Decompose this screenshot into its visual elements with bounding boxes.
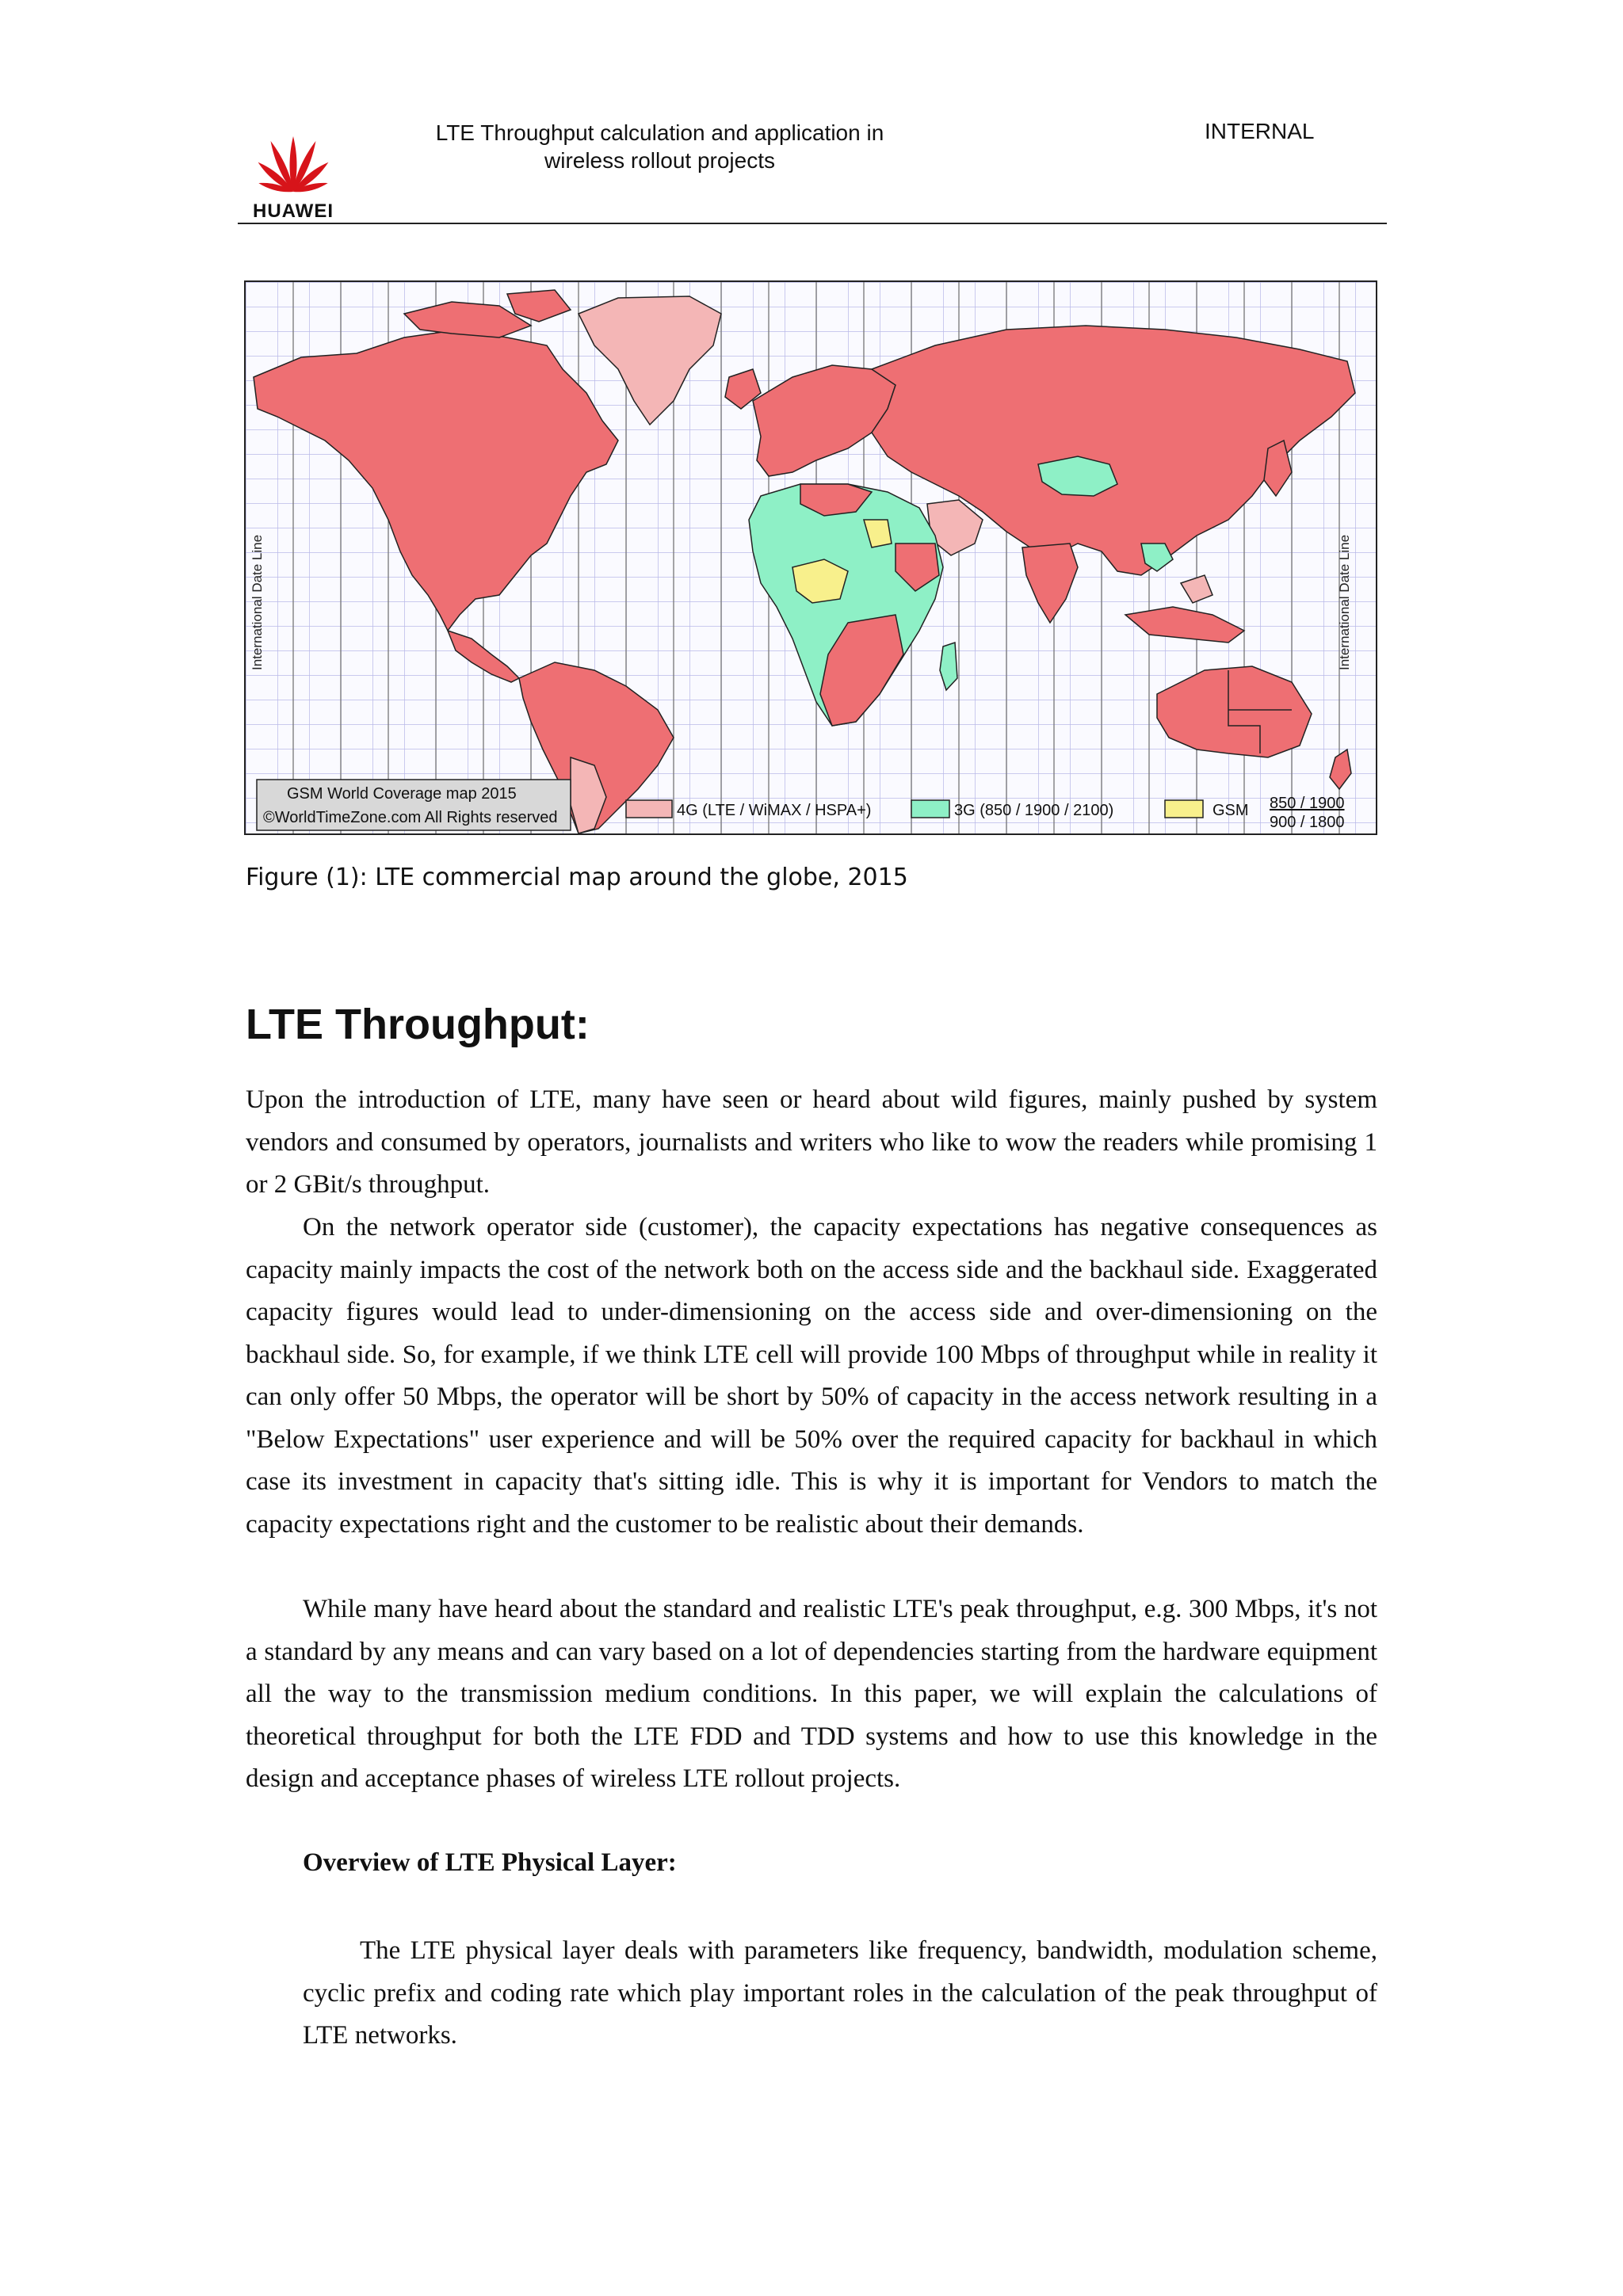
body-paragraph: While many have heard about the standard and realistic LTE's peak throughput, e.g. 300 Mbps, it's not a standard by any means and can vary based on a lot of dependencies starting from the hardware equipment all the way to the transmission medium conditions. In this paper, we will explain the calculations of theoretical throughput for both the LTE FDD and TDD systems and how to use this knowledge in the design and acceptance phases of wireless LTE rollout projects. <box>246 1595 1377 1793</box>
legend-3g: 3G (850 / 1900 / 2100) <box>954 802 1114 819</box>
section-heading: LTE Throughput: <box>246 1001 590 1048</box>
document-title: LTE Throughput calculation and application in wireless rollout projects <box>435 120 884 173</box>
subsection-heading: Overview of LTE Physical Layer: <box>303 1848 677 1877</box>
huawei-logo-text: HUAWEI <box>253 200 334 222</box>
map-title: GSM World Coverage map 2015 <box>287 785 517 803</box>
map-copyright: ©WorldTimeZone.com All Rights reserved <box>263 809 558 826</box>
page-header <box>238 119 1387 226</box>
body-paragraph: On the network operator side (customer), the capacity expectations has negative consequences as capacity mainly impacts the cost of the network both on the access side and the backhaul side. Exaggerated capacity figures would lead to under-dimensioning on the access side and over-dimensioning on the backhaul side. So, for example, if we think LTE cell will provide 100 Mbps of throughput while in reality it can only offer 50 Mbps, the operator will be short by 50% of capacity in the access network resulting in a "Below Expectations" user experience and will be 50% over the required capacity for backhaul in which case its investment in capacity that's sitting idle. This is why it is important for Vendors to match the capacity expectations right and the customer to be realistic about their demands. <box>246 1213 1377 1539</box>
legend-bands-bottom: 900 / 1800 <box>1270 814 1345 831</box>
body-paragraph: Upon the introduction of LTE, many have seen or heard about wild figures, mainly pushed by system vendors and consumed by operators, journalists and writers who like to wow the readers while promising 1 or 2 GBit/s throughput. <box>246 1085 1377 1199</box>
header-rule <box>238 223 1387 224</box>
legend-gsm: GSM <box>1212 802 1249 819</box>
legend-bands-top: 850 / 1900 <box>1270 795 1345 812</box>
subsection-paragraph: The LTE physical layer deals with parameters like frequency, bandwidth, modulation scheme, cyclic prefix and coding rate which play important roles in the calculation of the peak throughput of LTE networks. <box>303 1936 1377 2050</box>
legend-4g: 4G (LTE / WiMAX / HSPA+) <box>677 802 872 819</box>
date-line-label-right: International Date Line <box>1337 534 1352 670</box>
classification-label: INTERNAL <box>1205 119 1315 143</box>
world-map <box>246 282 1376 833</box>
date-line-label-left: International Date Line <box>250 534 265 670</box>
figure-caption: Figure (1): LTE commercial map around the globe, 2015 <box>246 864 908 891</box>
coverage-map-figure <box>244 280 1377 835</box>
